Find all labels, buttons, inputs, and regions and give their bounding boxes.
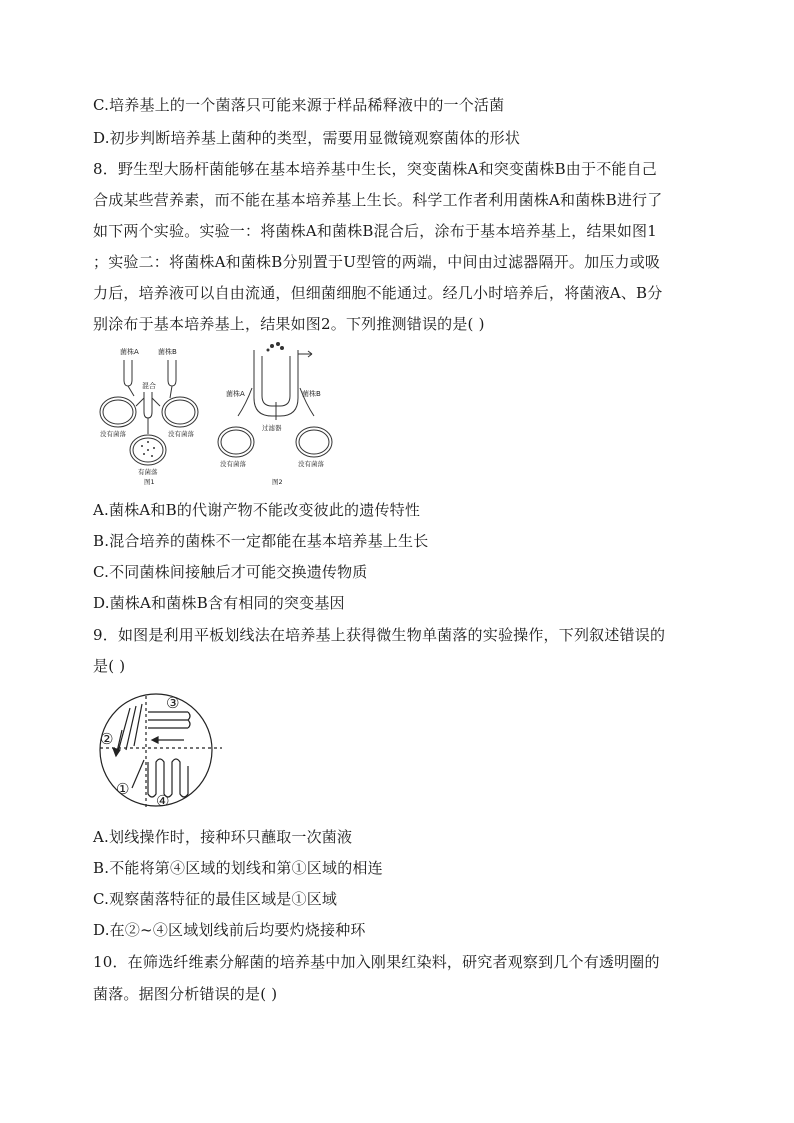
fig1-strain-a-label: 菌株A: [120, 348, 139, 356]
zone-2-label: ②: [100, 730, 114, 748]
q9-streak-plate-figure: [96, 690, 226, 815]
mix-tube-icon: [144, 392, 152, 418]
plate-2b-icon: [296, 427, 332, 457]
q8-figure: [96, 340, 336, 490]
q8-stem-line: 力后，培养液可以自由流通，但细菌细胞不能通过。经几小时培养后，将菌液A、B分: [93, 284, 663, 302]
q8-stem-line: ；实验二：将菌株A和菌株B分别置于U型管的两端，中间由过滤器隔开。加压力或吸: [93, 253, 661, 271]
q8-option-b: B.混合培养的菌株不一定都能在基本培养基上生长: [93, 532, 429, 550]
q8-option-a: A.菌株A和B的代谢产物不能改变彼此的遗传特性: [93, 501, 421, 519]
q8-stem-line: 合成某些营养素，而不能在基本培养基上生长。科学工作者利用菌株A和菌株B进行了: [93, 191, 663, 209]
fig2-no-colony-b: 没有菌落: [298, 460, 324, 468]
zone-1-label: ①: [116, 780, 130, 798]
zone-3-label: ③: [166, 694, 180, 712]
q9-option-a: A.划线操作时，接种环只蘸取一次菌液: [93, 828, 353, 846]
q9-option-b: B.不能将第④区域的划线和第①区域的相连: [93, 859, 383, 877]
tube-b-icon: [168, 360, 176, 386]
fig1-no-colony-a: 没有菌落: [100, 430, 126, 438]
q7-option-c: C.培养基上的一个菌落只可能来源于样品稀释液中的一个活菌: [93, 96, 505, 114]
plate-b-icon: [162, 397, 198, 427]
plate-a-icon: [100, 397, 136, 427]
fig1-mix-label: 混合: [142, 382, 156, 390]
q9-option-d: D.在②~④区域划线前后均要灼烧接种环: [93, 921, 366, 939]
fig2-caption: 图2: [272, 478, 283, 486]
fig2-no-colony-a: 没有菌落: [220, 460, 246, 468]
q9-stem-line: 是( ): [93, 657, 126, 675]
q8-stem-line: 8．野生型大肠杆菌能够在基本培养基中生长，突变菌株A和突变菌株B由于不能自己: [93, 160, 658, 178]
fig2-strain-b-label: 菌株B: [302, 390, 321, 398]
q10-stem-line: 菌落。据图分析错误的是( ): [93, 985, 278, 1003]
fig2-strain-a-label: 菌株A: [226, 390, 245, 398]
q10-stem-line: 10．在筛选纤维素分解菌的培养基中加入刚果红染料，研究者观察到几个有透明圈的: [93, 953, 660, 971]
q8-stem-line: 别涂布于基本培养基上，结果如图2。下列推测错误的是( ): [93, 315, 485, 333]
q9-stem-line: 9．如图是利用平板划线法在培养基上获得微生物单菌落的实验操作，下列叙述错误的: [93, 626, 666, 644]
fig1-caption: 图1: [144, 478, 155, 486]
q7-option-d: D.初步判断培养基上菌种的类型，需要用显微镜观察菌体的形状: [93, 129, 521, 147]
fig1-has-colony: 有菌落: [138, 468, 158, 476]
fig2-filter-label: 过滤器: [262, 424, 282, 432]
q8-stem-line: 如下两个实验。实验一：将菌株A和菌株B混合后，涂布于基本培养基上，结果如图1: [93, 222, 658, 240]
q8-option-d: D.菌株A和菌株B含有相同的突变基因: [93, 594, 345, 612]
fig1-no-colony-b: 没有菌落: [168, 430, 194, 438]
tube-a-icon: [124, 360, 132, 386]
fig1-strain-b-label: 菌株B: [158, 348, 177, 356]
zone-4-label: ④: [156, 792, 170, 810]
q9-option-c: C.观察菌落特征的最佳区域是①区域: [93, 890, 338, 908]
q8-option-c: C.不同菌株间接触后才可能交换遗传物质: [93, 563, 368, 581]
plate-2a-icon: [218, 427, 254, 457]
